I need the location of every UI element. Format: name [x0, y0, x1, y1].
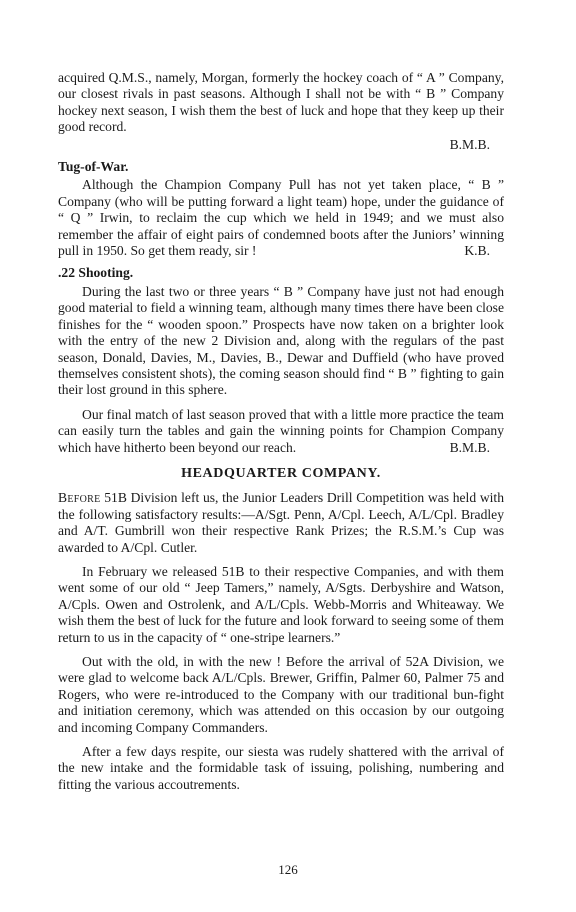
shooting-signature: B.M.B. [449, 439, 490, 455]
document-page [58, 70, 504, 793]
tug-of-war-heading: Tug-of-War. [58, 159, 129, 175]
hq-company-title: HEADQUARTER COMPANY. [181, 465, 381, 481]
shooting-paragraph-2: Our final match of last season proved that with a little more practice the team can easily turn the tables and gain the winning points for Champion Company which have hitherto been beyond our reach. B.M.B. [58, 406, 504, 455]
hq-paragraph-3: Out with the old, in with the new ! Before the arrival of 52A Division, we were glad to welcome back A/L/Cpls. Brewer, Griffin, Palmer 60, Palmer 75 and Rogers, who were re-introduced to the Company with our traditional bun-fight and initiation ceremony, which was attended on this occasion by our outgoing and incoming Company Commanders. [58, 654, 504, 735]
hq-paragraph-2: In February we released 51B to their respective Companies, and with them went some of our old “ Jeep Tamers,” namely, A/Sgts. Derbyshire and Watson, A/Cpls. Owen and Ostrolenk, and A/L/Cpls. Webb-Morris and Whiteaway. We wish them the best of luck for the future and look forward to seeing some of them return to us in the capacity of “ one-stripe learners.” [58, 563, 504, 645]
hockey-continuation-text: acquired Q.M.S., namely, Morgan, formerly the hockey coach of “ A ” Company, our closest rivals in past seasons. Although I shall not be with “ B ” Company hockey next season, I wish them the best of luck and hope that they keep up their good record. [58, 70, 504, 135]
hq-paragraph-4: After a few days respite, our siesta was rudely shattered with the arrival of the new intake and the formidable task of issuing, polishing, numbering and fitting the various accoutrements. [58, 744, 504, 792]
tug-of-war-signature: K.B. [464, 243, 490, 259]
shooting-paragraph-1: During the last two or three years “ B ” Company have just not had enough good material to field a winning team, although many times there have been close finishes for the “ wooden spoon.” Prospects have now taken on a brighter look with the entry of the new 2 Division and, along with the regulars of the past season, Donald, Davies, M., Davies, B., Dewar and Duffield (who have proved themselves consistent shots), the coming season should find “ B ” fighting to gain their lost ground in this sphere. [58, 283, 504, 398]
shooting-heading: .22 Shooting. [58, 265, 134, 281]
shooting-block [58, 407, 504, 456]
hq-paragraph-1: Before 51B Division left us, the Junior Leaders Drill Competition was held with the following satisfactory results:—A/Sgt. Penn, A/Cpl. Leech, A/L/Cpl. Bradley and A/T. Gumbrill won their respective Rank Prizes; the R.S.M.’s Cup was awarded to A/Cpl. Cutler. [58, 490, 504, 555]
hockey-signature: B.M.B. [449, 136, 490, 152]
tug-of-war-text: Although the Champion Company Pull has not yet taken place, “ B ” Company (who will be putting forward a light team) hope, under the guidance of “ Q ” Irwin, to reclaim the cup which we held in 1949; and we must also remember the affair of eight pairs of condemned boots after the Juniors’ winning pull in 1950. So get them ready, sir ! K.B. [58, 177, 504, 259]
tug-of-war-block [58, 177, 504, 259]
page-number: 126 [278, 862, 298, 877]
hq-lead-word: Before [58, 490, 101, 506]
